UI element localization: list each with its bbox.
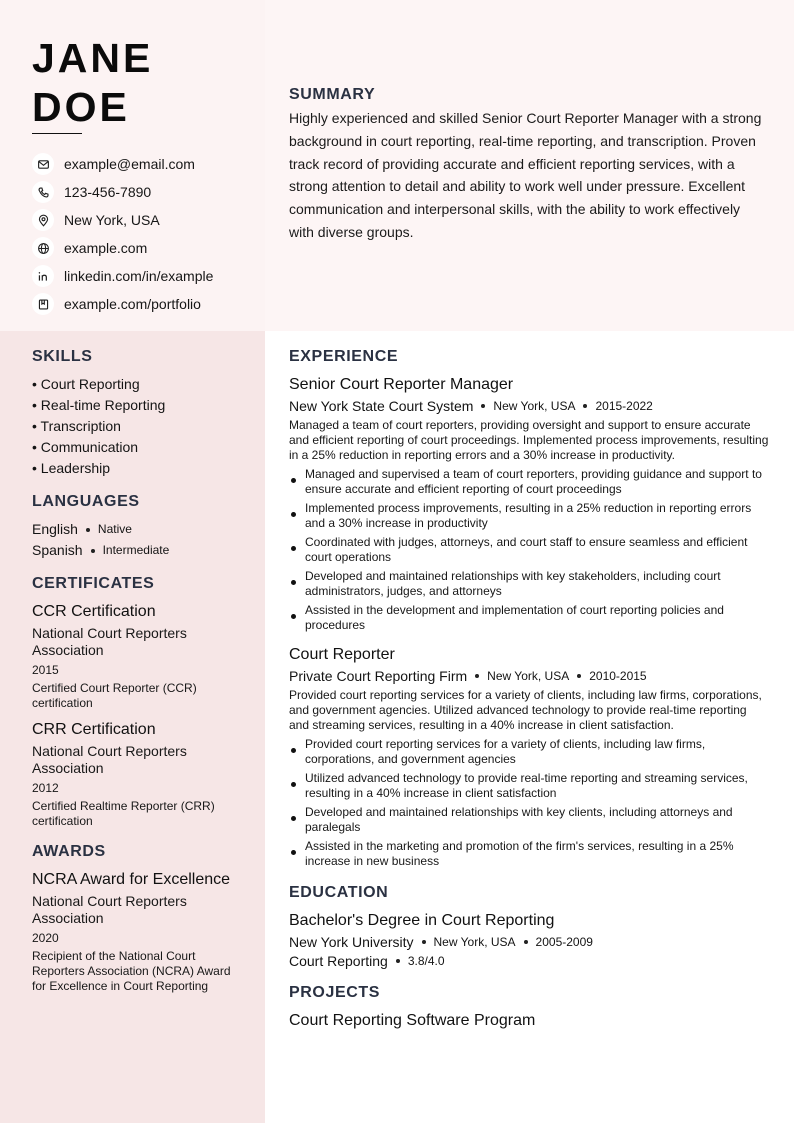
contact-location [32,206,257,234]
job-bullet: Implemented process improvements, resulting in a 25% reduction in reporting errors and a 30% increase in productivity [289,501,769,531]
job-title: Court Reporter [289,646,395,663]
separator-dot [577,674,581,678]
education-dates: 2005-2009 [535,935,593,949]
certificate-year: 2012 [32,781,59,795]
candidate-name [32,34,252,132]
location-pin-icon [32,209,54,231]
languages-section [32,493,237,561]
separator-dot [481,404,485,408]
contact-email[interactable] [32,150,257,178]
school-name: New York University [289,934,414,950]
language-name: Spanish [32,542,83,558]
separator-dot [86,528,90,532]
job-dates: 2015-2022 [595,399,653,413]
skills-title: SKILLS [32,348,93,365]
projects-title: PROJECTS [289,984,381,1001]
certificate-name: CCR Certification [32,603,156,620]
contact-website[interactable] [32,234,257,262]
skills-list [32,374,237,479]
job-location: New York, USA [493,399,576,413]
contact-portfolio-text: example.com/portfolio [64,296,201,312]
degree-title: Bachelor's Degree in Court Reporting [289,912,555,929]
main-column [289,348,769,1046]
contact-email-text: example@email.com [64,156,195,172]
certificate-year: 2015 [32,663,59,677]
phone-icon [32,181,54,203]
contact-linkedin[interactable] [32,262,257,290]
contact-location-text: New York, USA [64,212,160,228]
school-location: New York, USA [433,935,516,949]
language-item [32,519,237,540]
job-entry [289,375,769,633]
language-item [32,540,237,561]
certificate-name: CRR Certification [32,721,156,738]
job-bullet: Assisted in the marketing and promotion of the firm's services, resulting in a 25% increase in new business [289,839,769,869]
education-field: Court Reporting [289,953,388,969]
job-description: Provided court reporting services for a variety of clients, including law firms, corporations, and government agencies. Utilized advanced technology to provide real-time reporting and streaming services, resulting in a 40% increase in client satisfaction. [289,688,762,732]
contact-phone-text: 123-456-7890 [64,184,152,200]
bookmark-icon [32,293,54,315]
language-level: Native [97,522,132,536]
experience-title: EXPERIENCE [289,348,399,365]
separator-dot [91,549,95,553]
contact-portfolio[interactable] [32,290,257,318]
job-meta [289,398,769,414]
certificate-item [32,602,237,711]
summary-section [289,86,767,244]
skills-section [32,348,237,479]
separator-dot [583,404,587,408]
awards-section [32,843,237,994]
sidebar [32,348,237,1008]
email-icon [32,153,54,175]
job-dates: 2010-2015 [589,669,647,683]
job-location: New York, USA [487,669,570,683]
job-bullet: Utilized advanced technology to provide real-time reporting and streaming services, resulting in a 40% increase in client satisfaction [289,771,769,801]
separator-dot [422,940,426,944]
skill-item: • Communication [32,439,139,455]
job-bullets [289,737,769,869]
languages-title: LANGUAGES [32,493,140,510]
separator-dot [396,959,400,963]
language-name: English [32,521,78,537]
education-field-row [289,953,769,969]
job-bullets [289,467,769,633]
job-bullet: Assisted in the development and implementation of court reporting policies and procedures [289,603,769,633]
globe-icon [32,237,54,259]
skill-item: • Court Reporting [32,376,140,392]
certificate-item [32,720,237,829]
experience-section [289,348,769,869]
language-level: Intermediate [102,543,170,557]
award-name: NCRA Award for Excellence [32,871,231,888]
certificate-org: National Court Reporters Association [32,625,187,658]
skill-item: • Transcription [32,418,121,434]
job-bullet: Developed and maintained relationships with key clients, including attorneys and paralegals [289,805,769,835]
award-year: 2020 [32,931,59,945]
name-divider [32,133,82,134]
job-title: Senior Court Reporter Manager [289,376,514,393]
job-entry [289,645,769,869]
job-bullet: Provided court reporting services for a variety of clients, including law firms, corporations, and government agencies [289,737,769,767]
award-org: National Court Reporters Association [32,893,187,926]
last-name: DOE [32,84,130,130]
languages-list [32,519,237,561]
job-org: New York State Court System [289,398,474,414]
job-description: Managed a team of court reporters, providing oversight and support to ensure accurate and efficient reporting of court proceedings. Implemented process improvements, resulting in a 25% reduction in reporting errors and a 30% increase in productivity. [289,418,769,462]
certificates-section [32,575,237,829]
education-section [289,884,769,969]
contact-phone[interactable] [32,178,257,206]
separator-dot [475,674,479,678]
first-name: JANE [32,35,154,81]
linkedin-icon [32,265,54,287]
certificate-desc: Certified Court Reporter (CCR) certification [32,681,197,710]
contact-website-text: example.com [64,240,148,256]
job-bullet: Coordinated with judges, attorneys, and court staff to ensure seamless and efficient court operations [289,535,769,565]
job-org: Private Court Reporting Firm [289,668,468,684]
award-item [32,870,237,994]
education-gpa: 3.8/4.0 [407,954,445,968]
job-meta [289,668,769,684]
separator-dot [524,940,528,944]
award-desc: Recipient of the National Court Reporters Association (NCRA) Award for Excellence in Court Reporting [32,949,231,993]
education-meta [289,934,769,950]
certificates-title: CERTIFICATES [32,575,155,592]
contact-list [32,150,257,318]
project-name: Court Reporting Software Program [289,1012,536,1029]
projects-section [289,984,769,1031]
skill-item: • Real-time Reporting [32,397,166,413]
summary-text: Highly experienced and skilled Senior Court Reporter Manager with a strong background in court reporting, real-time reporting, and transcription. Proven track record of providing accurate and efficient reporting services, with a strong attention to detail and ability to work well under pressure. Excellent communication and interpersonal skills, with the ability to work effectively with diverse groups. [289,110,762,240]
certificate-org: National Court Reporters Association [32,743,187,776]
contact-linkedin-text: linkedin.com/in/example [64,268,214,284]
certificate-desc: Certified Realtime Reporter (CRR) certification [32,799,215,828]
awards-title: AWARDS [32,843,106,860]
education-title: EDUCATION [289,884,389,901]
job-bullet: Developed and maintained relationships with key stakeholders, including court administrators, judges, and attorneys [289,569,769,599]
summary-title: SUMMARY [289,86,376,103]
skill-item: • Leadership [32,460,111,476]
job-bullet: Managed and supervised a team of court reporters, providing guidance and support to ensure accurate and efficient reporting of court proceedings [289,467,769,497]
